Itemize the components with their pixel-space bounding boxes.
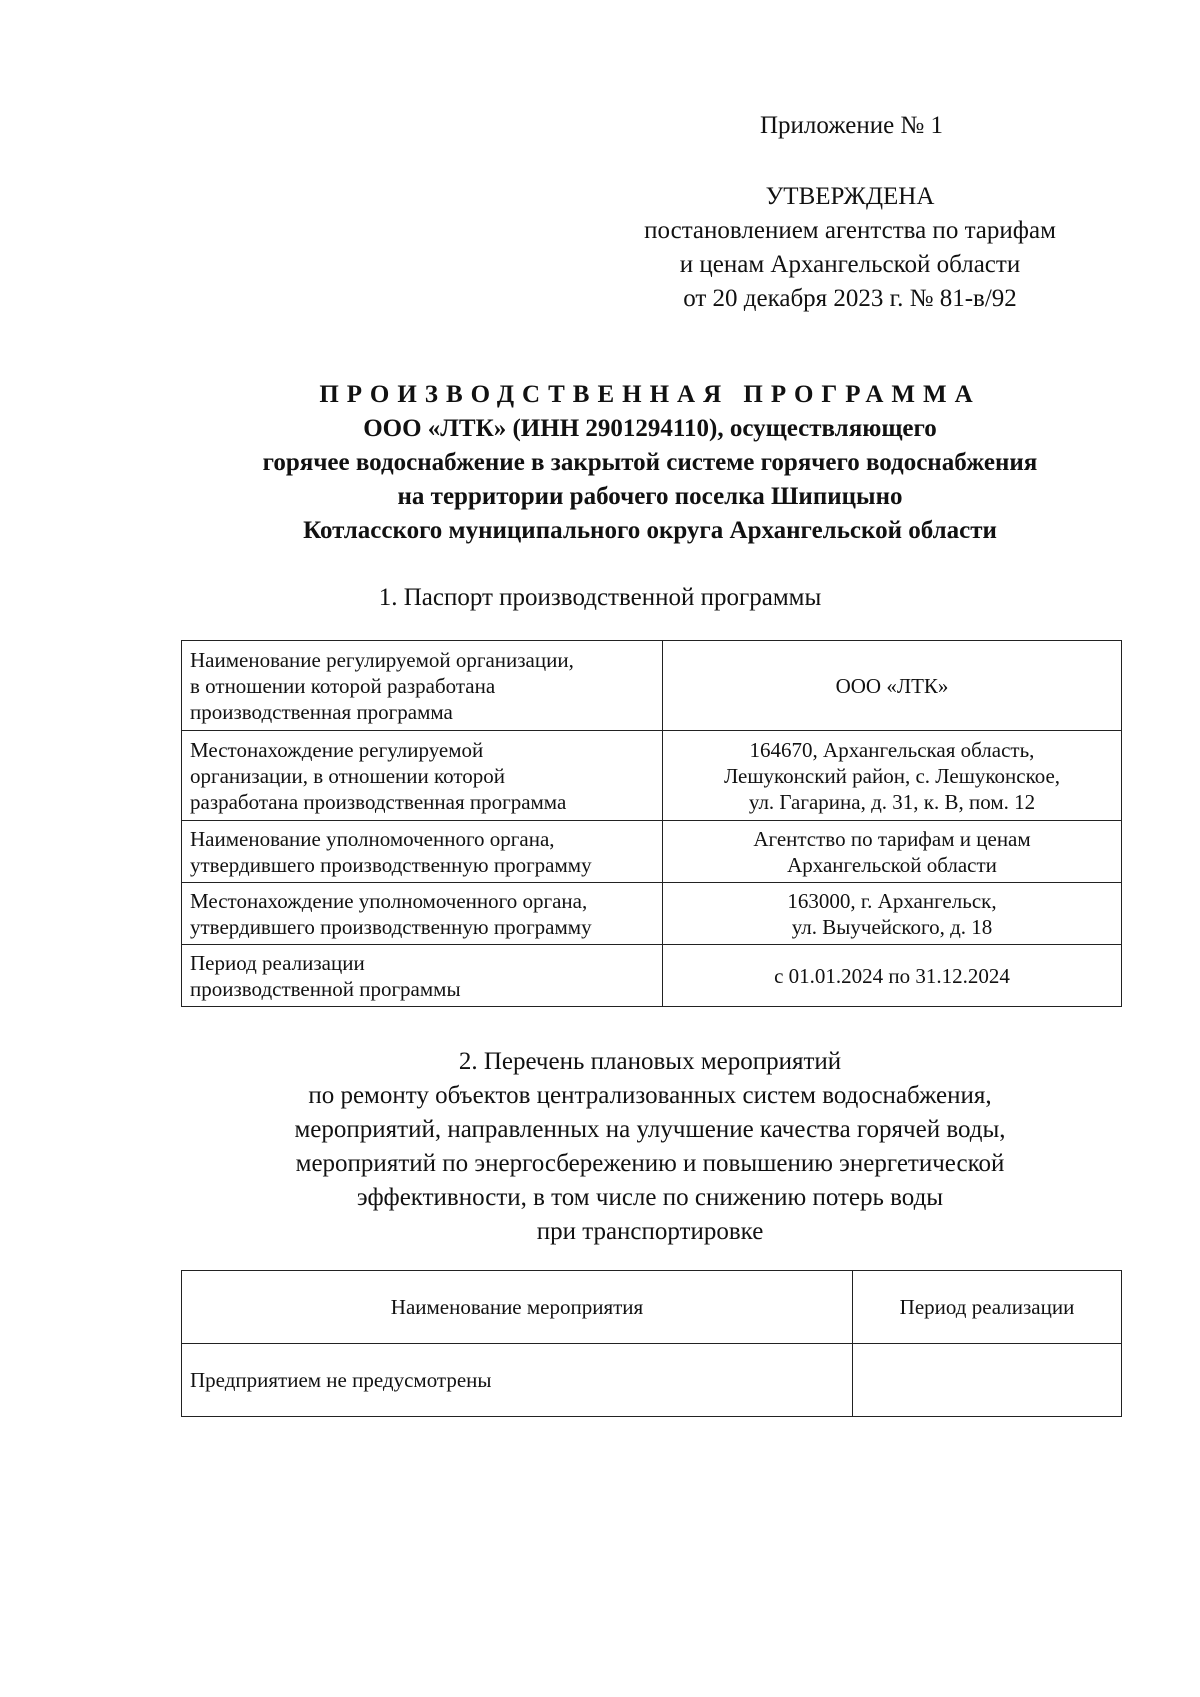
- passport-table: [181, 640, 1122, 1007]
- table-row: [182, 883, 1122, 945]
- table-row: [182, 945, 1122, 1007]
- table-cell-value: Агентство по тарифам и ценам Архангельской области: [663, 821, 1122, 883]
- table-row: [182, 1344, 1122, 1417]
- table-row: [182, 731, 1122, 821]
- column-header-period: Период реализации: [853, 1271, 1122, 1344]
- section2-heading: 2. Перечень плановых мероприятий по ремонту объектов централизованных систем водоснабжения, мероприятий, направленных на улучшение качества горячей воды, мероприятий по энергосбережению и повышению энергетической эффективности, в том числе по снижению потерь воды при транспортировке: [294, 1048, 1006, 1245]
- table-header-row: [182, 1271, 1122, 1344]
- title-line-4: на территории рабочего поселка Шипицыно: [397, 483, 903, 510]
- column-header-measure: Наименование мероприятия: [182, 1271, 853, 1344]
- section1-heading: 1. Паспорт производственной программы: [378, 584, 822, 611]
- table-cell-value: ООО «ЛТК»: [663, 641, 1122, 731]
- approved-date: от 20 декабря 2023 г. № 81-в/92: [683, 285, 1017, 312]
- title-line-3: горячее водоснабжение в закрытой системе горячего водоснабжения: [262, 449, 1038, 476]
- table-cell-value: с 01.01.2024 по 31.12.2024: [663, 945, 1122, 1007]
- approved-heading: УТВЕРЖДЕНА: [765, 183, 935, 210]
- measures-table: [181, 1270, 1122, 1417]
- approved-by-line-1: постановлением агентства по тарифам: [644, 217, 1056, 244]
- table-cell-label: Местонахождение регулируемой организации, в отношении которой разработана производственная программа: [182, 731, 663, 821]
- table-cell-period: [853, 1344, 1122, 1417]
- table-row: [182, 821, 1122, 883]
- title-line-5: Котласского муниципального округа Архангельской области: [303, 517, 997, 544]
- table-cell-label: Период реализации производственной программы: [182, 945, 663, 1007]
- table-cell-value: 163000, г. Архангельск, ул. Выучейского, д. 18: [663, 883, 1122, 945]
- table-cell-measure: Предприятием не предусмотрены: [182, 1344, 853, 1417]
- table-cell-label: Наименование регулируемой организации, в отношении которой разработана производственная программа: [182, 641, 663, 731]
- appendix-label: Приложение № 1: [760, 112, 944, 139]
- table-cell-value: 164670, Архангельская область, Лешуконский район, с. Лешуконское, ул. Гагарина, д. 31, к. В, пом. 12: [663, 731, 1122, 821]
- approval-block: [590, 180, 1110, 316]
- table-row: [182, 641, 1122, 731]
- table-cell-label: Местонахождение уполномоченного органа, утвердившего производственную программу: [182, 883, 663, 945]
- document-title: [100, 378, 1200, 548]
- title-line-2: ООО «ЛТК» (ИНН 2901294110), осуществляющего: [363, 415, 937, 442]
- title-line-1: ПРОИЗВОДСТВЕННАЯ ПРОГРАММА: [319, 381, 981, 408]
- approved-by-line-2: и ценам Архангельской области: [679, 251, 1021, 278]
- table-cell-label: Наименование уполномоченного органа, утвердившего производственную программу: [182, 821, 663, 883]
